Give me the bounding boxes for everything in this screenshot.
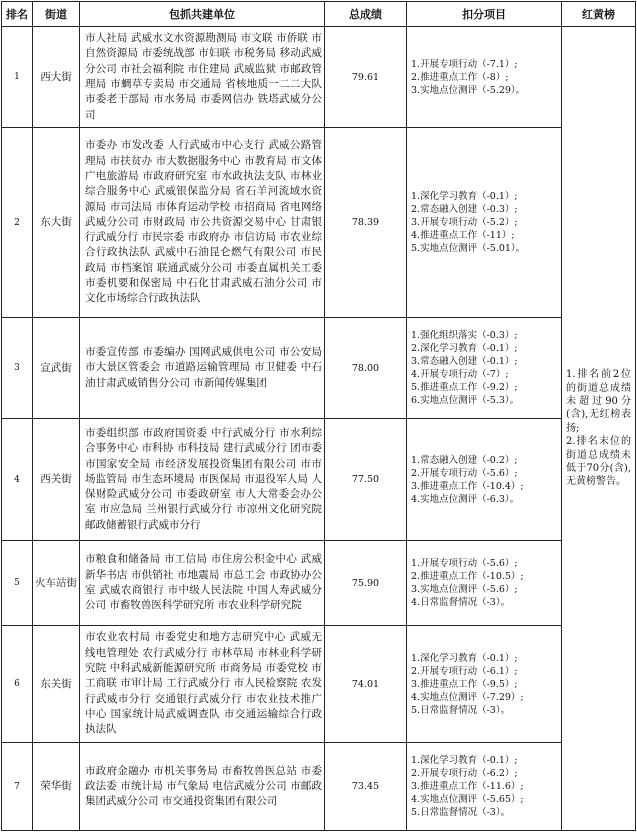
units-cell: 市委宣传部 市委编办 国网武威供电公司 市公安局 市大景区管委会 市道路运输管理局 市卫健委 中石油甘肃武威销售分公司 市新闻传媒集团	[80, 318, 325, 419]
rank-cell: 1	[2, 27, 33, 128]
rank-cell: 5	[2, 541, 33, 626]
deduction-item: 3.推进重点工作（-10.4）;	[411, 480, 524, 492]
rank-cell: 4	[2, 419, 33, 541]
deduction-item: 6.实地点位测评（-5.3）。	[411, 395, 520, 406]
header-row	[2, 2, 636, 27]
score-cell: 74.01	[325, 626, 407, 743]
table-row	[2, 541, 636, 626]
deductions-cell	[407, 541, 562, 626]
deduction-item: 2.常态融入创建（-0.3）;	[411, 204, 518, 215]
deduction-item: 5.日常监督情况（-3）。	[411, 704, 511, 716]
deductions-cell	[407, 318, 562, 419]
deduction-item: 4.实地点位测评（-7.29）;	[411, 691, 524, 703]
rank-cell: 3	[2, 318, 33, 419]
deduction-item: 1.强化组织落实（-0.3）;	[411, 330, 518, 341]
units-cell: 市粮食和储备局 市工信局 市住房公积金中心 武威新华书店 市供销社 市地震局 市总工会 市政协办公室 武威农商银行 市中级人民法院 中国人寿武威分公司 市畜牧兽医科学研究所 市农业科学研究院	[80, 541, 325, 626]
street-cell: 西大街	[33, 27, 80, 128]
header-street: 街道	[33, 2, 80, 27]
units-cell: 市农业农村局 市委党史和地方志研究中心 武威无线电管理处 农行武威分行 市林草局 市林业科学研究院 中科武威新能源研究所 市商务局 市委党校 市工商联 市审计局 工行武威分行 市人民检察院 农发行武威市分行 交通银行武威分行 市农业技术推广中心 国家统计局武威调查队 市交通运输综合行政执法队	[80, 626, 325, 743]
header-deductions: 扣分项目	[407, 2, 562, 27]
street-cell: 荣华街	[33, 743, 80, 831]
deduction-item: 2.推进重点工作（-8）;	[411, 71, 509, 83]
table-row	[2, 419, 636, 541]
header-units: 包抓共建单位	[80, 2, 325, 27]
rank-cell: 7	[2, 743, 33, 831]
deduction-item: 4.日常监督情况（-3）。	[411, 597, 511, 608]
header-score: 总成绩	[325, 2, 407, 27]
table-row	[2, 743, 636, 831]
score-cell: 78.00	[325, 318, 407, 419]
deduction-item: 5.日常监督情况（-3）。	[411, 807, 511, 818]
score-cell: 78.39	[325, 128, 407, 318]
red-black-cell	[562, 27, 636, 831]
score-cell: 75.90	[325, 541, 407, 626]
deduction-item: 3.开展专项行动（-5.2）;	[411, 217, 518, 228]
table-row	[2, 128, 636, 318]
deductions-cell	[407, 27, 562, 128]
deduction-item: 4.推进重点工作（-11）;	[411, 230, 515, 241]
table-row	[2, 318, 636, 419]
deduction-item: 1.常态融入创建（-0.2）;	[411, 454, 518, 466]
deduction-item: 5.实地点位测评（-5.01）。	[411, 243, 526, 254]
deduction-item: 1.深化学习教育（-0.1）;	[411, 652, 518, 664]
deduction-item: 2.开展专项行动（-6.1）;	[411, 665, 518, 677]
deduction-item: 3.常态融入创建（-0.1）;	[411, 356, 518, 367]
deduction-item: 2.开展专项行动（-5.6）;	[411, 467, 518, 479]
deduction-item: 1.深化学习教育（-0.1）;	[411, 191, 518, 202]
deductions-cell	[407, 128, 562, 318]
deduction-item: 3.推进重点工作（-11.6）;	[411, 781, 524, 792]
deduction-item: 3.推进重点工作（-9.5）;	[411, 678, 518, 690]
deductions-cell	[407, 419, 562, 541]
score-cell: 77.50	[325, 419, 407, 541]
units-cell: 市政府金融办 市机关事务局 市畜牧兽医总站 市委政法委 市统计局 市气象局 电信武威分公司 市邮政集团武威分公司 市交通投资集团有限公司	[80, 743, 325, 831]
deduction-item: 2.推进重点工作（-10.5）;	[411, 571, 524, 582]
deduction-item: 4.实地点位测评（-5.65）;	[411, 794, 524, 805]
street-cell: 东大街	[33, 128, 80, 318]
table-row	[2, 626, 636, 743]
deduction-item: 2.深化学习教育（-0.1）;	[411, 343, 518, 354]
deductions-cell	[407, 626, 562, 743]
units-cell: 市委办 市发改委 人行武威市中心支行 武威公路管理局 市扶贫办 市大数据服务中心 市教育局 市文体广电旅游局 市政府研究室 市水政执法支队 市林业综合服务中心 武威银保监分局 省石羊河流域水资源局 市司法局 市体育运动学校 市招商局 省电网络武威分公司 市财政局 市公共资源交易中心 甘肃银行武威分行 市民宗委 市政府办 市信访局 市农业综合行政执法队 武威中石油昆仑燃气有限公司 市民政局 市档案馆 联通武威分公司 市委直属机关工委 市委机要和保密局 中石化甘肃武威石油分公司 市文化市场综合行政执法队	[80, 128, 325, 318]
deduction-item: 2.开展专项行动（-6.2）;	[411, 768, 518, 779]
deduction-item: 1.深化学习教育（-0.1）;	[411, 755, 518, 766]
ranking-table	[1, 1, 636, 831]
rank-cell: 2	[2, 128, 33, 318]
street-cell: 东关街	[33, 626, 80, 743]
deduction-item: 1.开展专项行动（-7.1）;	[411, 58, 518, 70]
deduction-item: 3.实地点位测评（-5.29）。	[411, 84, 526, 96]
street-cell: 火车站街	[33, 541, 80, 626]
deduction-item: 4.开展专项行动（-7）;	[411, 369, 509, 380]
table-row	[2, 27, 636, 128]
header-rank: 排名	[2, 2, 33, 27]
deduction-item: 1.开展专项行动（-5.6）;	[411, 558, 518, 569]
red-black-note: 2.排名末位的街道总成绩未低于70分(含),无黄榜警告。	[566, 436, 631, 488]
score-cell: 79.61	[325, 27, 407, 128]
units-cell: 市委组织部 市政府国资委 中行武威分行 市水利综合事务中心 市科协 市科技局 建行武威分行 团市委 市国家安全局 市经济发展投资集团有限公司 市市场监管局 市生态环境局 市医保局 市退役军人局 人保财险武威分公司 市委政研室 市人大常委会办公室 市应急局 兰州银行武威分行 市凉州文化研究院 邮政储蓄银行武威市分行	[80, 419, 325, 541]
deductions-cell	[407, 743, 562, 831]
deduction-item: 5.推进重点工作（-9.2）;	[411, 382, 518, 393]
red-black-note: 1.排名前2位的街道总成绩未超过90分(含),无红榜表扬;	[566, 369, 631, 434]
deduction-item: 4.实地点位测评（-6.3）。	[411, 493, 520, 505]
rank-cell: 6	[2, 626, 33, 743]
header-red-black: 红黄榜	[562, 2, 636, 27]
units-cell: 市人社局 武威水文水资源勘测局 市文联 市侨联 市自然资源局 市委统战部 市妇联 市税务局 移动武威分公司 市社会福利院 市住建局 武威监狱 市邮政管理局 市蜩草专卖局 市交通局 省核地质一二二大队 市委老干部局 市水务局 市委网信办 铁塔武威分公司	[80, 27, 325, 128]
street-cell: 西关街	[33, 419, 80, 541]
deduction-item: 3.实地点位测评（-5.6）;	[411, 584, 518, 595]
street-cell: 宣武街	[33, 318, 80, 419]
score-cell: 73.45	[325, 743, 407, 831]
